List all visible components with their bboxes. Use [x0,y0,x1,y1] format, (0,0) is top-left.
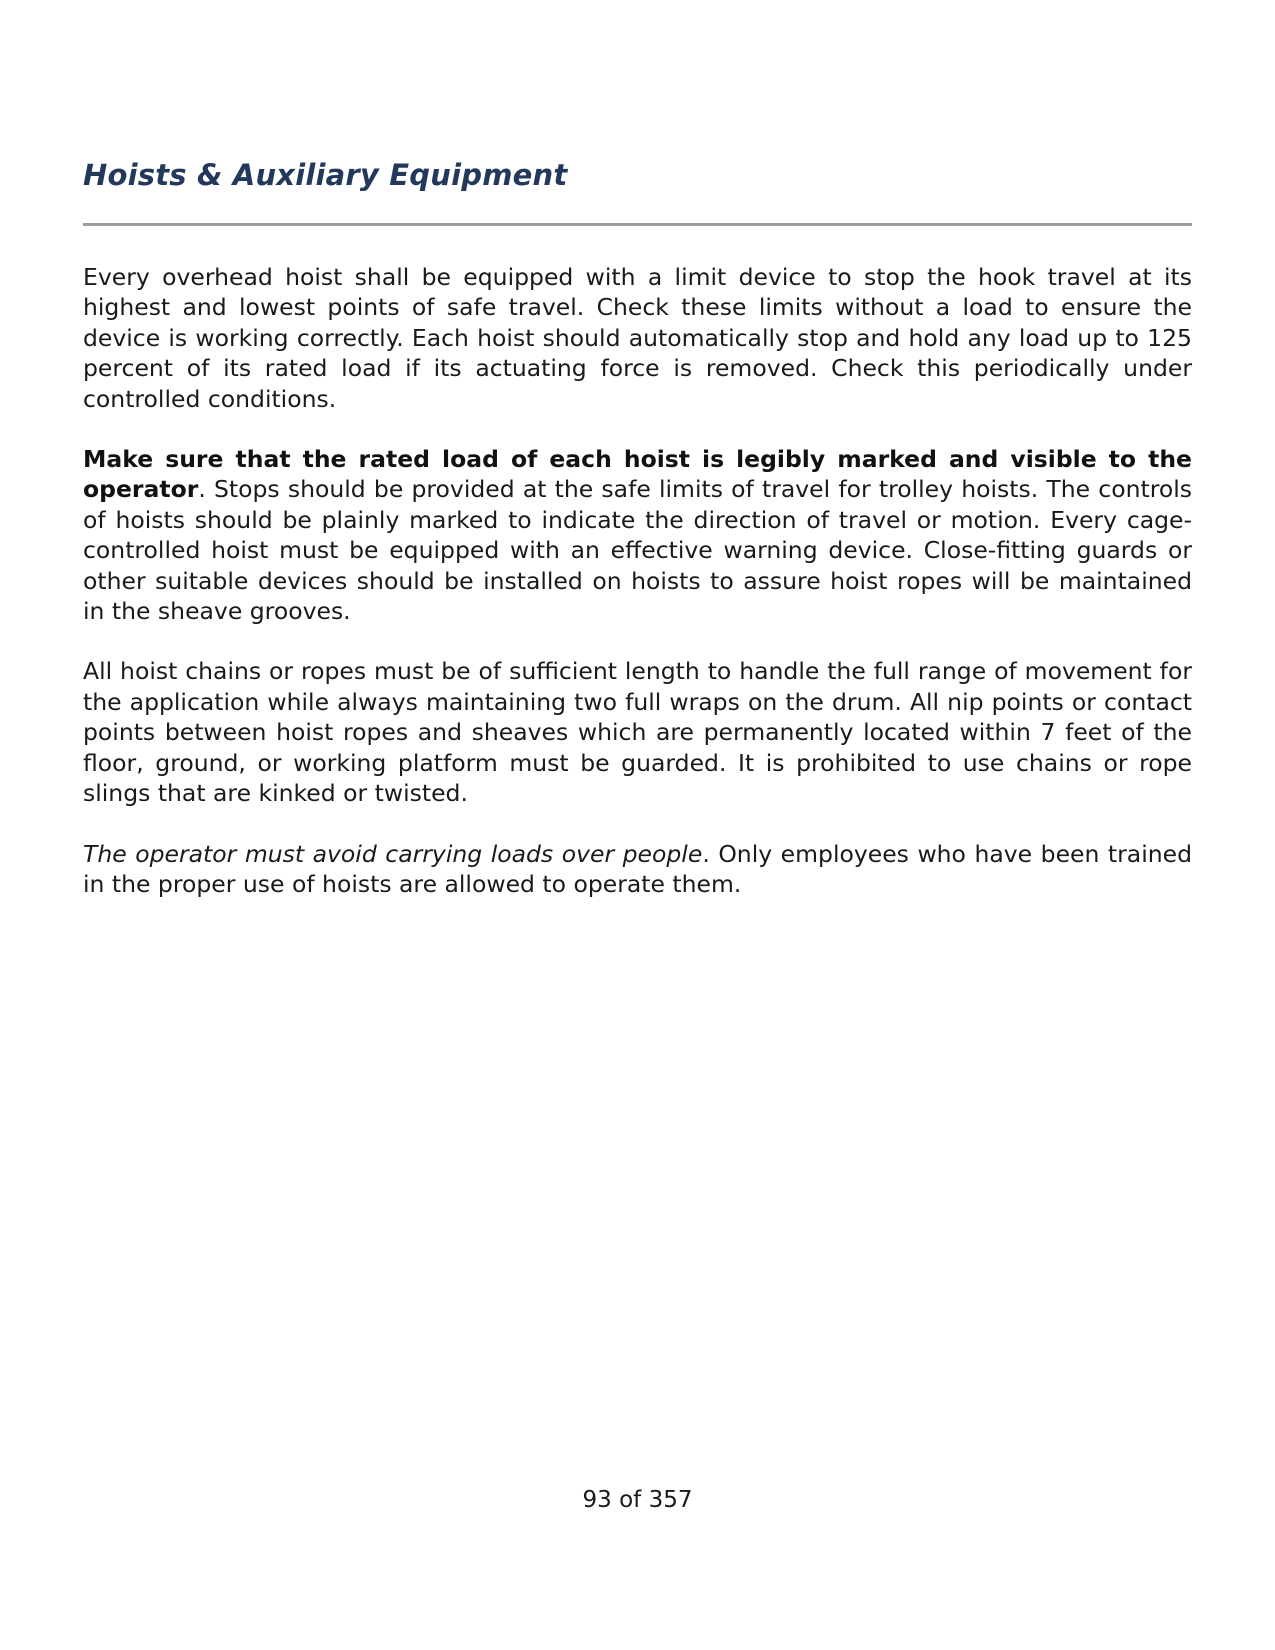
paragraph-text: Every overhead hoist shall be equipped with a limit device to stop the hook travel at its highest and lowest points of safe travel. Check these limits without a load to ensure the device is working correctly. Each hoist should automatically stop and hold any load up to 125 percent of its rated load if its actuating force is removed. Check this periodically under controlled conditions. [83,263,1192,413]
paragraph-rated-load [83,444,1192,626]
paragraph-text: All hoist chains or ropes must be of sufficient length to handle the full range of movement for the application while always maintaining two full wraps on the drum. All nip points or contact points between hoist ropes and sheaves which are permanently located within 7 feet of the floor, ground, or working platform must be guarded. It is prohibited to use chains or rope slings that are kinked or twisted. [83,657,1192,808]
paragraph-limit-device [83,262,1192,414]
page-number: 93 of 357 [582,1487,693,1513]
paragraph-text: . Only employees who have been trained in the proper use of hoists are allowed to operate them. [83,839,1192,898]
body-text [83,262,1192,929]
paragraph-text: . Stops should be provided at the safe limits of travel for trolley hoists. The controls of hoists should be plainly marked to indicate the direction of travel or motion. Every cage-controlled hoist must be equipped with an effective warning device. Close-fitting guards or other suitable devices should be installed on hoists to assure hoist ropes will be maintained in the sheave grooves. [83,475,1192,626]
italic-emphasis: The operator must avoid carrying loads over people [83,839,703,868]
section-title: Hoists & Auxiliary Equipment [83,158,568,192]
bold-emphasis: Make sure that the rated load of each hoist is legibly marked and visible to the operator [83,445,1192,504]
paragraph-chains-ropes [83,656,1192,808]
title-divider [83,223,1192,226]
paragraph-operator [83,839,1192,900]
